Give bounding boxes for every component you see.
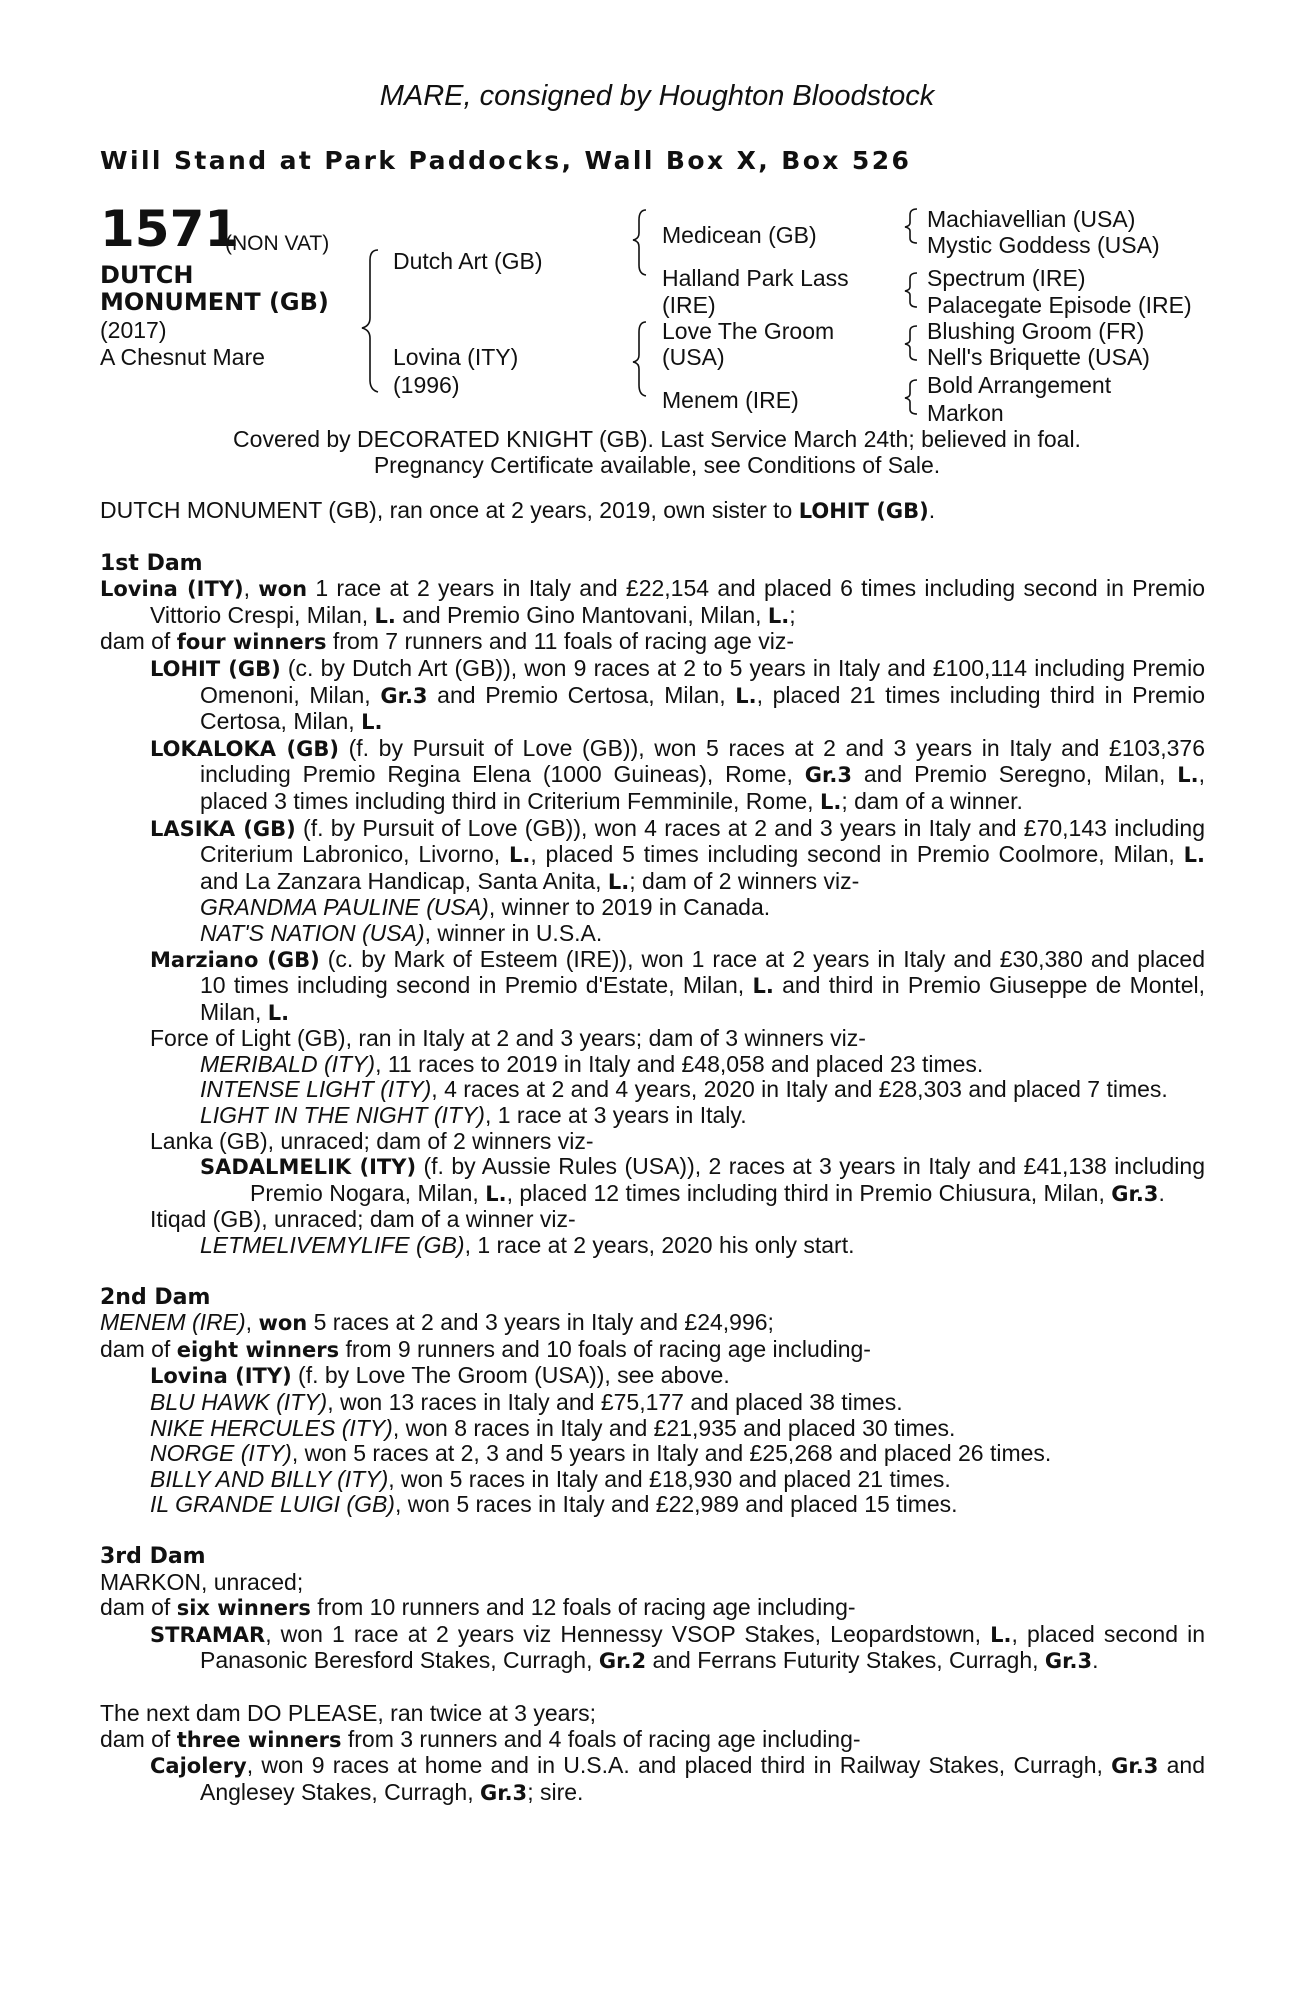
ggdam-3: Nell's Briquette (USA) — [927, 344, 1150, 370]
grandproduce-nats-nation: NAT'S NATION (USA), winner in U.S.A. — [200, 919, 603, 946]
dam-sire: Love The Groom — [662, 318, 835, 344]
produce-lokaloka: LOKALOKA (GB) (f. by Pursuit of Love (GB)), won 5 races at 2 and 3 years in Italy and £103,376 including Premio Regina Elena (1000 Guineas), Rome, Gr.3 and Premio Seregno, Milan, L., placed 3 times including third in Criterium Femminile, Rome, L.; dam of a winner. — [150, 734, 1205, 814]
third-dam-heading: 3rd Dam — [100, 1543, 206, 1569]
dam: Lovina (ITY) — [393, 344, 519, 370]
bracket-dam — [633, 322, 646, 396]
first-dam-record: Lovina (ITY), won 1 race at 2 years in Italy and £22,154 and placed 6 times including second in Premio Vittorio Crespi, Milan, L. and Premio Gino Mantovani, Milan, L.; — [100, 575, 1206, 628]
horse-name-line2: MONUMENT (GB) — [100, 288, 329, 316]
grandproduce-light-in-the-night: LIGHT IN THE NIGHT (ITY), 1 race at 3 years in Italy. — [200, 1102, 747, 1129]
produce-lohit: LOHIT (GB) (c. by Dutch Art (GB)), won 9 races at 2 to 5 years in Italy and £100,114 including Premio Omenoni, Milan, Gr.3 and Premio Certosa, Milan, L., placed 21 times including third in Premio Certosa, Milan, L. — [150, 654, 1205, 735]
bracket-dd — [905, 380, 917, 414]
bracket-sire — [633, 210, 646, 275]
dam-year: (1996) — [393, 372, 460, 398]
sire-dam-country: (IRE) — [662, 292, 716, 318]
sire: Dutch Art (GB) — [393, 248, 543, 274]
produce-lasika: LASIKA (GB) (f. by Pursuit of Love (GB)), won 4 races at 2 and 3 years in Italy and £70,143 including Criterium Labronico, Livorno, L., placed 5 times including second in Premio Coolmore, Milan, L. and La Zanzara Handicap, Santa Anita, L.; dam of 2 winners viz- — [150, 814, 1206, 894]
produce-blu-hawk: BLU HAWK (ITY), won 13 races in Italy and £75,177 and placed 38 times. — [150, 1389, 903, 1415]
dam-dam: Menem (IRE) — [662, 387, 799, 413]
produce-force-of-light: Force of Light (GB), ran in Italy at 2 and 3 years; dam of 3 winners viz- — [150, 1025, 866, 1052]
horse-name-line1: DUTCH — [100, 261, 194, 289]
consignor-heading: MARE, consigned by Houghton Bloodstock — [379, 80, 935, 112]
produce-lovina: Lovina (ITY) (f. by Love The Groom (USA)), see above. — [150, 1362, 730, 1389]
ggdam-1: Mystic Goddess (USA) — [927, 232, 1160, 258]
produce-lanka: Lanka (GB), unraced; dam of 2 winners viz- — [150, 1127, 594, 1154]
intro-paragraph: DUTCH MONUMENT (GB), ran once at 2 years, 2019, own sister to LOHIT (GB). — [100, 497, 936, 523]
produce-itiqad: Itiqad (GB), unraced; dam of a winner viz- — [150, 1206, 576, 1233]
covering-info: Covered by DECORATED KNIGHT (GB). Last Service March 24th; believed in foal. — [233, 426, 1081, 452]
third-dam-produce: dam of six winners from 10 runners and 12 foals of racing age including- — [100, 1594, 856, 1621]
grandproduce-meribald: MERIBALD (ITY), 11 races to 2019 in Italy and £48,058 and placed 23 times. — [200, 1050, 984, 1077]
produce-cajolery: Cajolery, won 9 races at home and in U.S.A. and placed third in Railway Stakes, Curragh, Gr.3 and Anglesey Stakes, Curragh, Gr.3; sire. — [150, 1752, 1205, 1805]
produce-marziano: Marziano (GB) (c. by Mark of Esteem (IRE)), won 1 race at 2 years in Italy and £30,380 and placed 10 times including second in Premio d'Estate, Milan, L. and third in Premio Giuseppe de Montel, Milan, L. — [150, 945, 1205, 1025]
pregnancy-info: Pregnancy Certificate available, see Conditions of Sale. — [373, 452, 941, 478]
ggsire-4: Bold Arrangement — [927, 372, 1112, 398]
second-dam-heading: 2nd Dam — [100, 1284, 211, 1310]
next-dam-produce: dam of three winners from 3 runners and 4 foals of racing age including- — [100, 1725, 861, 1752]
bracket-main — [362, 250, 378, 392]
ggdam-4: Markon — [927, 400, 1004, 426]
bracket-ss — [905, 209, 917, 243]
produce-il-grande-luigi: IL GRANDE LUIGI (GB), won 5 races in Italy and £22,989 and placed 15 times. — [150, 1491, 958, 1518]
bracket-sd — [905, 273, 917, 307]
ggsire-2: Spectrum (IRE) — [927, 265, 1086, 291]
first-dam-produce: dam of four winners from 7 runners and 11 foals of racing age viz- — [100, 628, 794, 655]
grandproduce-intense-light: INTENSE LIGHT (ITY), 4 races at 2 and 4 years, 2020 in Italy and £28,303 and placed 7 times. — [200, 1076, 1168, 1103]
grandproduce-grandma-pauline: GRANDMA PAULINE (USA), winner to 2019 in Canada. — [200, 894, 771, 921]
ggsire-3: Blushing Groom (FR) — [927, 318, 1145, 344]
first-dam-heading: 1st Dam — [100, 550, 203, 576]
second-dam-record: MENEM (IRE), won 5 races at 2 and 3 years in Italy and £24,996; — [100, 1309, 774, 1336]
stabling-info: Will Stand at Park Paddocks, Wall Box X, Box 526 — [100, 146, 912, 175]
pedigree-notes — [100, 498, 1205, 1806]
produce-stramar: STRAMAR, won 1 race at 2 years viz Hennessy VSOP Stakes, Leopardstown, L., placed second in Panasonic Beresford Stakes, Curragh, Gr.2 and Ferrans Futurity Stakes, Curragh, Gr.3. — [150, 1620, 1205, 1674]
grandproduce-letmelivemylife: LETMELIVEMYLIFE (GB), 1 race at 2 years, 2020 his only start. — [200, 1232, 855, 1259]
lot-number: 1571 — [100, 200, 240, 258]
next-dam-record: The next dam DO PLEASE, ran twice at 3 years; — [100, 1699, 596, 1726]
ggdam-2: Palacegate Episode (IRE) — [927, 292, 1192, 318]
produce-nike-hercules: NIKE HERCULES (ITY), won 8 races in Italy and £21,935 and placed 30 times. — [150, 1414, 956, 1441]
ggsire-1: Machiavellian (USA) — [927, 206, 1136, 232]
horse-description: A Chesnut Mare — [100, 344, 265, 370]
bracket-ds — [905, 326, 917, 360]
grandproduce-sadalmelik: SADALMELIK (ITY) (f. by Aussie Rules (USA)), 2 races at 3 years in Italy and £41,138 including Premio Nogara, Milan, L., placed 12 times including third in Premio Chiusura, Milan, Gr.3. — [200, 1153, 1205, 1206]
vat-status: (NON VAT) — [225, 232, 330, 255]
sire-sire: Medicean (GB) — [662, 222, 817, 248]
sire-dam: Halland Park Lass — [662, 265, 849, 291]
foaling-year: (2017) — [100, 317, 167, 343]
produce-billy-and-billy: BILLY AND BILLY (ITY), won 5 races in Italy and £18,930 and placed 21 times. — [150, 1465, 951, 1492]
dam-sire-country: (USA) — [662, 344, 725, 370]
second-dam-produce: dam of eight winners from 9 runners and 10 foals of racing age including- — [100, 1335, 871, 1362]
third-dam-record: MARKON, unraced; — [100, 1568, 304, 1595]
produce-norge: NORGE (ITY), won 5 races at 2, 3 and 5 years in Italy and £25,268 and placed 26 times. — [150, 1440, 1052, 1467]
